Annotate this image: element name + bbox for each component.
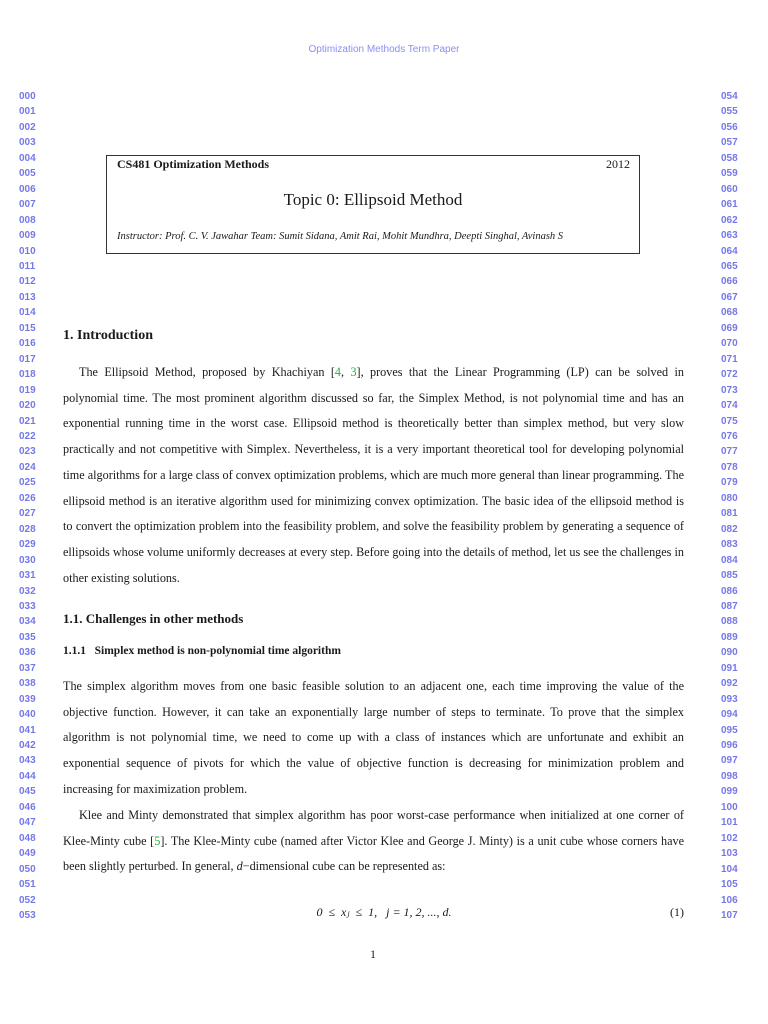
citation-link[interactable]: 3 (350, 365, 357, 379)
line-number: 027 (19, 508, 36, 520)
line-number: 096 (721, 740, 738, 752)
intro-text-b: ], proves that the Linear Programming (LP) can be solved in polynomial time. The most prominent algorithm discussed so far, the Simplex Method, is not polynomial time and has an exponential running time in the worst case. Ellipsoid method is theoretically better than simplex method, but very slow practically and not competitive with Simplex. Nevertheless, it is a very important theoretical tool for developing polynomial time algorithms for a large class of convex optimization problems, which are much more general than linear programming. The ellipsoid method is an iterative algorithm used for minimizing convex optimization. The basic idea of the ellipsoid method is to convert the optimization problem into the feasibility problem, and solve the feasibility problem by generating a sequence of ellipsoids whose volume uniformly decreases at every step. Before going into the details of method, let us see the challenges in other existing solutions. (63, 365, 684, 585)
equation-number: (1) (670, 905, 684, 919)
intro-paragraph (63, 360, 684, 591)
line-number: 033 (19, 600, 36, 612)
line-number: 104 (721, 863, 738, 875)
line-number: 008 (19, 214, 36, 226)
line-number: 105 (721, 879, 738, 891)
course-name: CS481 Optimization Methods (117, 157, 270, 171)
line-number: 070 (721, 338, 738, 350)
line-number: 004 (19, 152, 36, 164)
line-number: 046 (19, 801, 36, 813)
simplex-paragraph: The simplex algorithm moves from one basic feasible solution to an adjacent one, each time improving the value of the objective function. However, it can take an exponentially large number of steps to terminate. To prove that the simplex algorithm is not polynomial time, we need to come up with a class of instances which are unfortunate and exhibit an exponential sequence of pivots for which the value of objective function is decreasing for minimization problem and increasing for maximization problem. (63, 679, 684, 796)
line-number: 094 (721, 709, 738, 721)
line-number: 056 (721, 121, 738, 133)
line-number: 026 (19, 492, 36, 504)
line-number: 067 (721, 291, 738, 303)
line-number: 025 (19, 477, 36, 489)
line-number: 000 (19, 91, 36, 102)
line-number: 061 (721, 199, 738, 211)
line-number: 093 (721, 693, 738, 705)
line-number: 015 (19, 322, 36, 334)
line-number: 053 (19, 910, 36, 922)
line-number: 034 (19, 616, 36, 628)
line-number: 064 (721, 245, 738, 257)
line-number: 042 (19, 740, 36, 752)
line-number: 086 (721, 585, 738, 597)
running-head: Optimization Methods Term Paper (308, 44, 460, 55)
line-number: 081 (721, 508, 738, 520)
line-number: 022 (19, 430, 36, 442)
line-number: 077 (721, 446, 738, 458)
line-number: 049 (19, 848, 36, 860)
line-number: 019 (19, 384, 36, 396)
line-number: 069 (721, 322, 738, 334)
line-number: 101 (721, 817, 738, 829)
line-number: 006 (19, 183, 36, 195)
line-number: 028 (19, 523, 36, 535)
line-number: 054 (721, 91, 738, 102)
line-number: 023 (19, 446, 36, 458)
course-year: 2012 (606, 157, 630, 171)
line-number: 029 (19, 539, 36, 551)
equation-1: 0 ≤ xⱼ ≤ 1, j = 1, 2, ..., d. (316, 905, 452, 919)
line-number: 031 (19, 570, 36, 582)
line-number: 013 (19, 291, 36, 303)
line-numbers-left (19, 89, 36, 923)
line-number: 021 (19, 415, 36, 427)
line-number: 107 (721, 910, 738, 922)
line-number: 074 (721, 400, 738, 412)
line-number: 106 (721, 894, 738, 906)
line-number: 016 (19, 338, 36, 350)
line-number: 062 (721, 214, 738, 226)
line-number: 083 (721, 539, 738, 551)
line-number: 007 (19, 199, 36, 211)
citation-link[interactable]: 5 (154, 833, 161, 848)
line-number: 050 (19, 863, 36, 875)
line-number: 024 (19, 461, 36, 473)
line-number: 040 (19, 709, 36, 721)
line-number: 030 (19, 554, 36, 566)
line-number: 076 (721, 430, 738, 442)
line-number: 080 (721, 492, 738, 504)
line-number: 005 (19, 168, 36, 180)
line-number: 099 (721, 786, 738, 798)
line-number: 073 (721, 384, 738, 396)
line-number: 036 (19, 647, 36, 659)
line-number: 066 (721, 276, 738, 288)
intro-text-a: The Ellipsoid Method, proposed by Khachiyan [ (79, 365, 335, 379)
instructor-team-line: Instructor: Prof. C. V. Jawahar Team: Sumit Sidana, Amit Rai, Mohit Mundhra, Deepti Singhal, Avinash S (117, 231, 564, 242)
line-number: 041 (19, 724, 36, 736)
line-numbers-right (721, 89, 738, 923)
line-number: 090 (721, 647, 738, 659)
line-number: 058 (721, 152, 738, 164)
line-number: 010 (19, 245, 36, 257)
line-number: 037 (19, 662, 36, 674)
line-number: 087 (721, 600, 738, 612)
line-number: 048 (19, 832, 36, 844)
line-number: 059 (721, 168, 738, 180)
line-number: 102 (721, 832, 738, 844)
line-number: 012 (19, 276, 36, 288)
subsection-heading-simplex: 1.1.1 Simplex method is non-polynomial time algorithm (63, 645, 341, 657)
line-number: 003 (19, 137, 36, 149)
line-number: 100 (721, 801, 738, 813)
line-number: 051 (19, 879, 36, 891)
line-number: 085 (721, 570, 738, 582)
klee-minty-text-a: Klee and Minty demonstrated that simplex algorithm has poor worst-case performance when initialized at one corner of Klee-Minty cube [ (63, 808, 684, 848)
klee-minty-text-c: −dimensional cube can be represented as: (242, 859, 446, 874)
line-number: 103 (721, 848, 738, 860)
line-number: 088 (721, 616, 738, 628)
line-number: 044 (19, 770, 36, 782)
line-number: 045 (19, 786, 36, 798)
line-number: 038 (19, 678, 36, 690)
line-number: 068 (721, 307, 738, 319)
line-number: 047 (19, 817, 36, 829)
line-number: 084 (721, 554, 738, 566)
line-number: 098 (721, 770, 738, 782)
line-number: 072 (721, 369, 738, 381)
math-variable-d: d (236, 859, 243, 874)
line-number: 097 (721, 755, 738, 767)
line-number: 082 (721, 523, 738, 535)
page-number: 1 (370, 947, 376, 961)
section-heading-introduction: 1. Introduction (63, 328, 153, 343)
line-number: 039 (19, 693, 36, 705)
klee-minty-paragraph (63, 803, 684, 880)
line-number: 002 (19, 121, 36, 133)
line-number: 009 (19, 230, 36, 242)
line-number: 035 (19, 631, 36, 643)
line-number: 011 (19, 260, 36, 272)
line-number: 060 (721, 183, 738, 195)
line-number: 065 (721, 260, 738, 272)
line-number: 052 (19, 894, 36, 906)
klee-minty-text-b: ]. The Klee-Minty cube (named after Victor Klee and George J. Minty) is a unit cube whose corners have been slightly perturbed. In general, (63, 833, 684, 874)
line-number: 017 (19, 353, 36, 365)
line-number: 043 (19, 755, 36, 767)
line-number: 020 (19, 400, 36, 412)
title-box (106, 155, 640, 254)
line-number: 078 (721, 461, 738, 473)
line-number: 018 (19, 369, 36, 381)
topic-title: Topic 0: Ellipsoid Method (283, 190, 463, 209)
line-number: 055 (721, 106, 738, 118)
line-number: 071 (721, 353, 738, 365)
citation-link[interactable]: 4 (334, 365, 342, 379)
line-number: 057 (721, 137, 738, 149)
line-number: 014 (19, 307, 36, 319)
line-number: 032 (19, 585, 36, 597)
citation-separator: , (341, 365, 351, 379)
line-number: 079 (721, 477, 738, 489)
line-number: 001 (19, 106, 36, 118)
line-number: 092 (721, 678, 738, 690)
line-number: 089 (721, 631, 738, 643)
line-number: 063 (721, 230, 738, 242)
line-number: 091 (721, 662, 738, 674)
section-heading-challenges: 1.1. Challenges in other methods (63, 611, 244, 626)
line-number: 075 (721, 415, 738, 427)
line-number: 095 (721, 724, 738, 736)
